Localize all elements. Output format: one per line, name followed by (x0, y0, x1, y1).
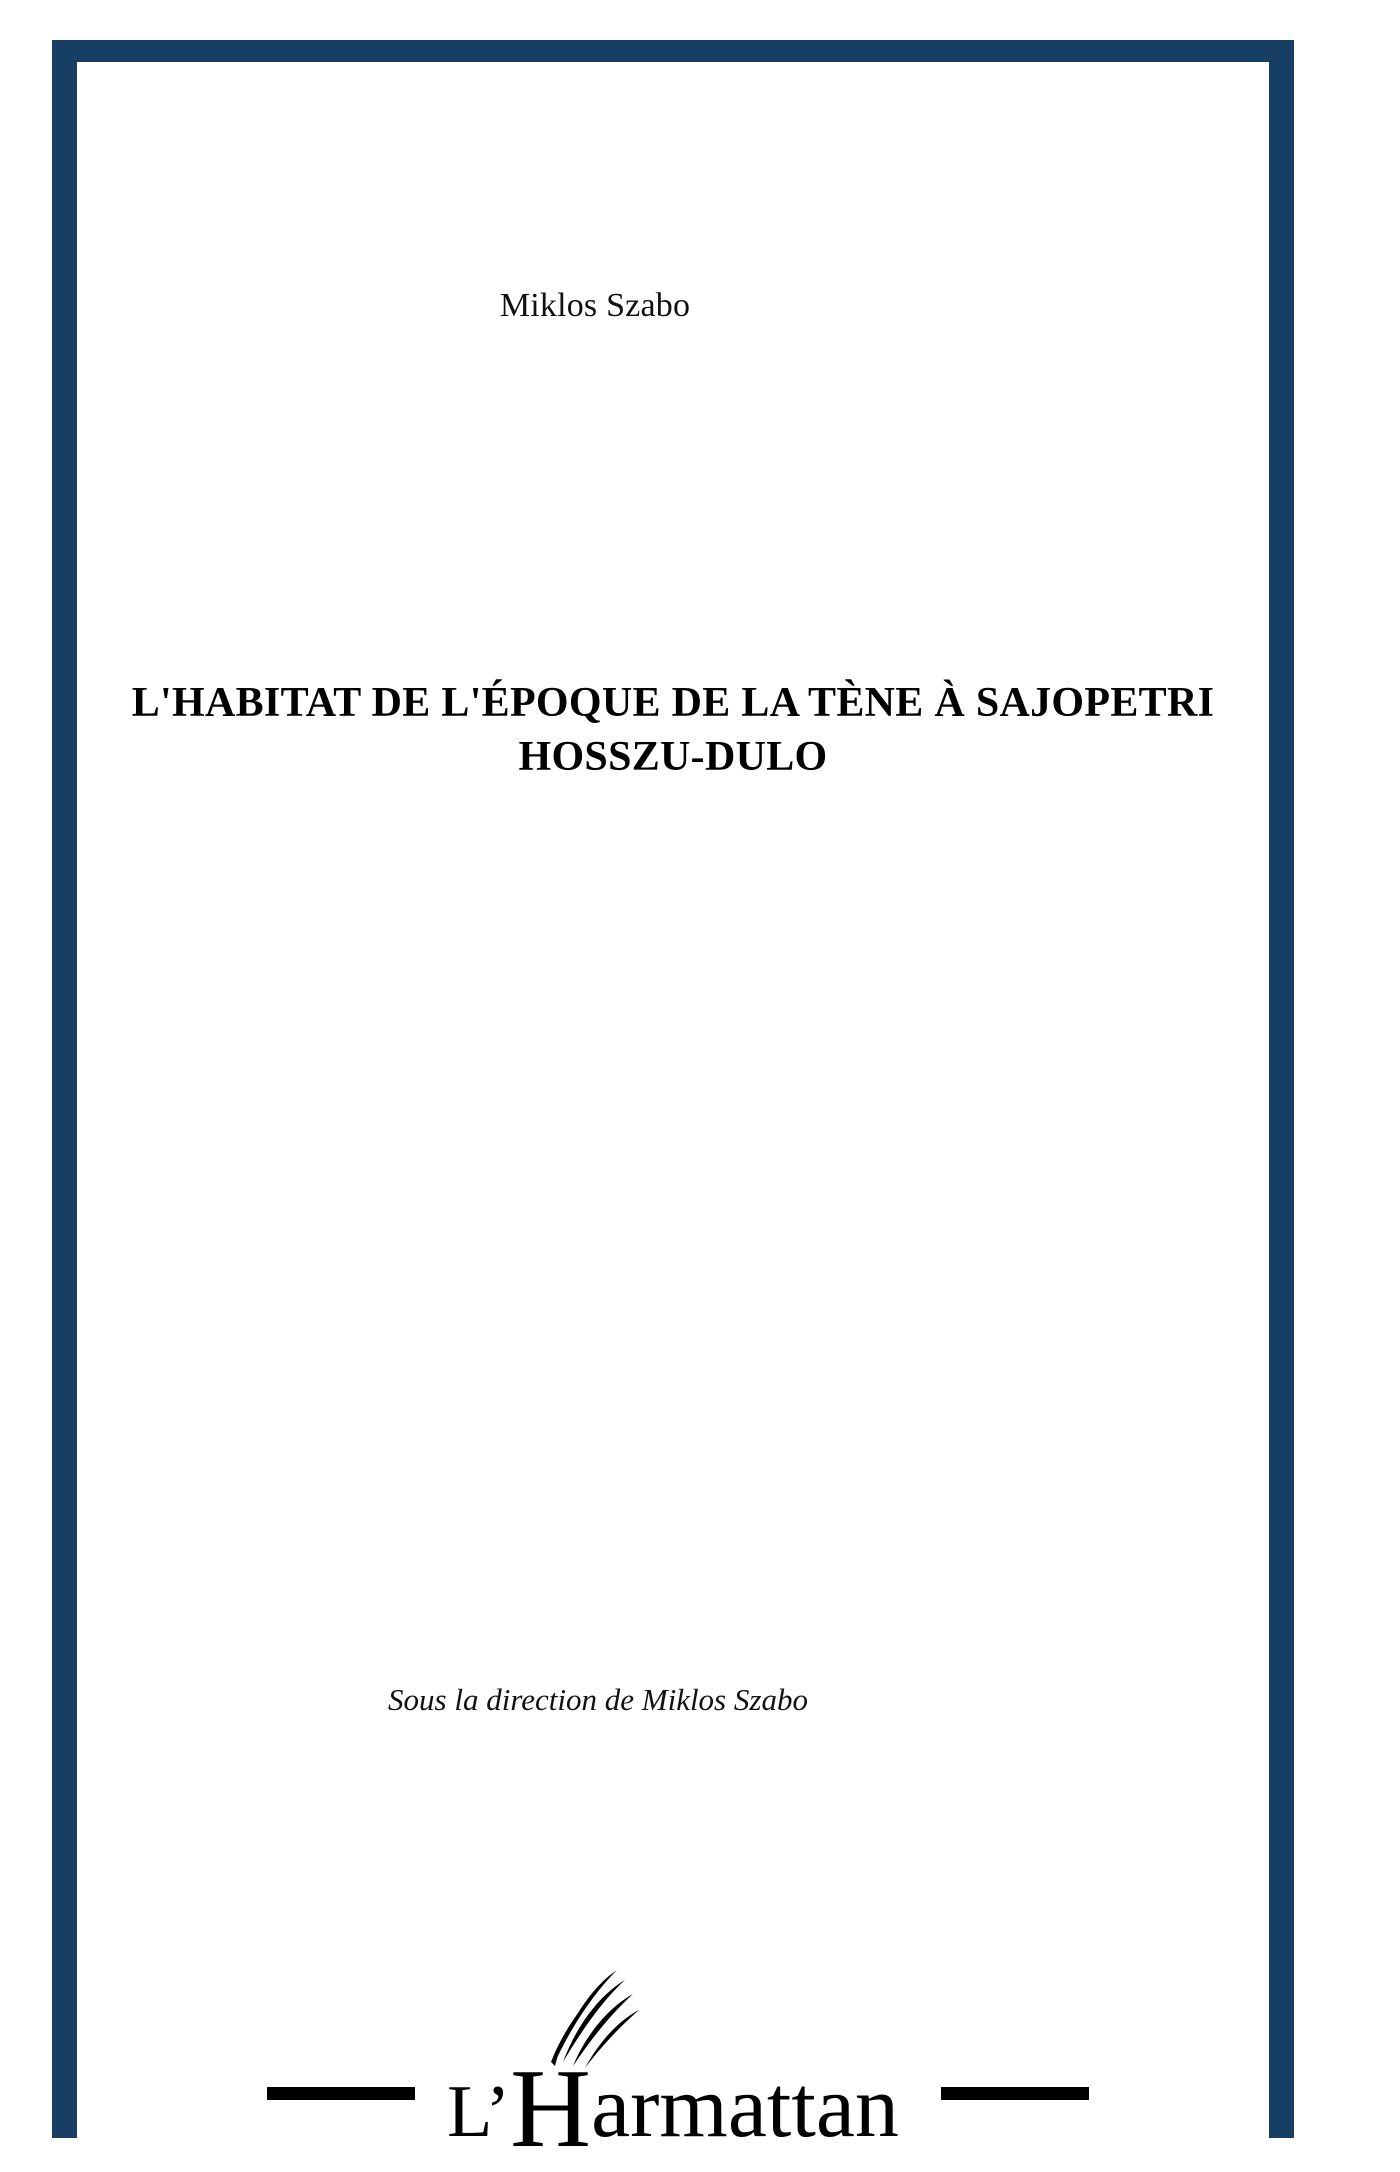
author-name-text: Miklos Szabo (499, 287, 691, 324)
cover-content (77, 62, 1269, 2171)
publisher-rest: armattan (591, 2059, 899, 2156)
author-name (77, 287, 1269, 325)
publisher-name (77, 2035, 1269, 2171)
publisher-initial: H (510, 2047, 592, 2171)
editor-credit (77, 1682, 1269, 1718)
publisher-prefix: L’ (447, 2071, 511, 2153)
book-title: L'HABITAT DE L'ÉPOQUE DE LA TÈNE À SAJOPETRI HOSSZU-DULO (131, 680, 1215, 780)
publisher-logo (77, 1942, 1269, 2172)
editor-credit-text: Sous la direction de Miklos Szabo (388, 1682, 808, 1717)
